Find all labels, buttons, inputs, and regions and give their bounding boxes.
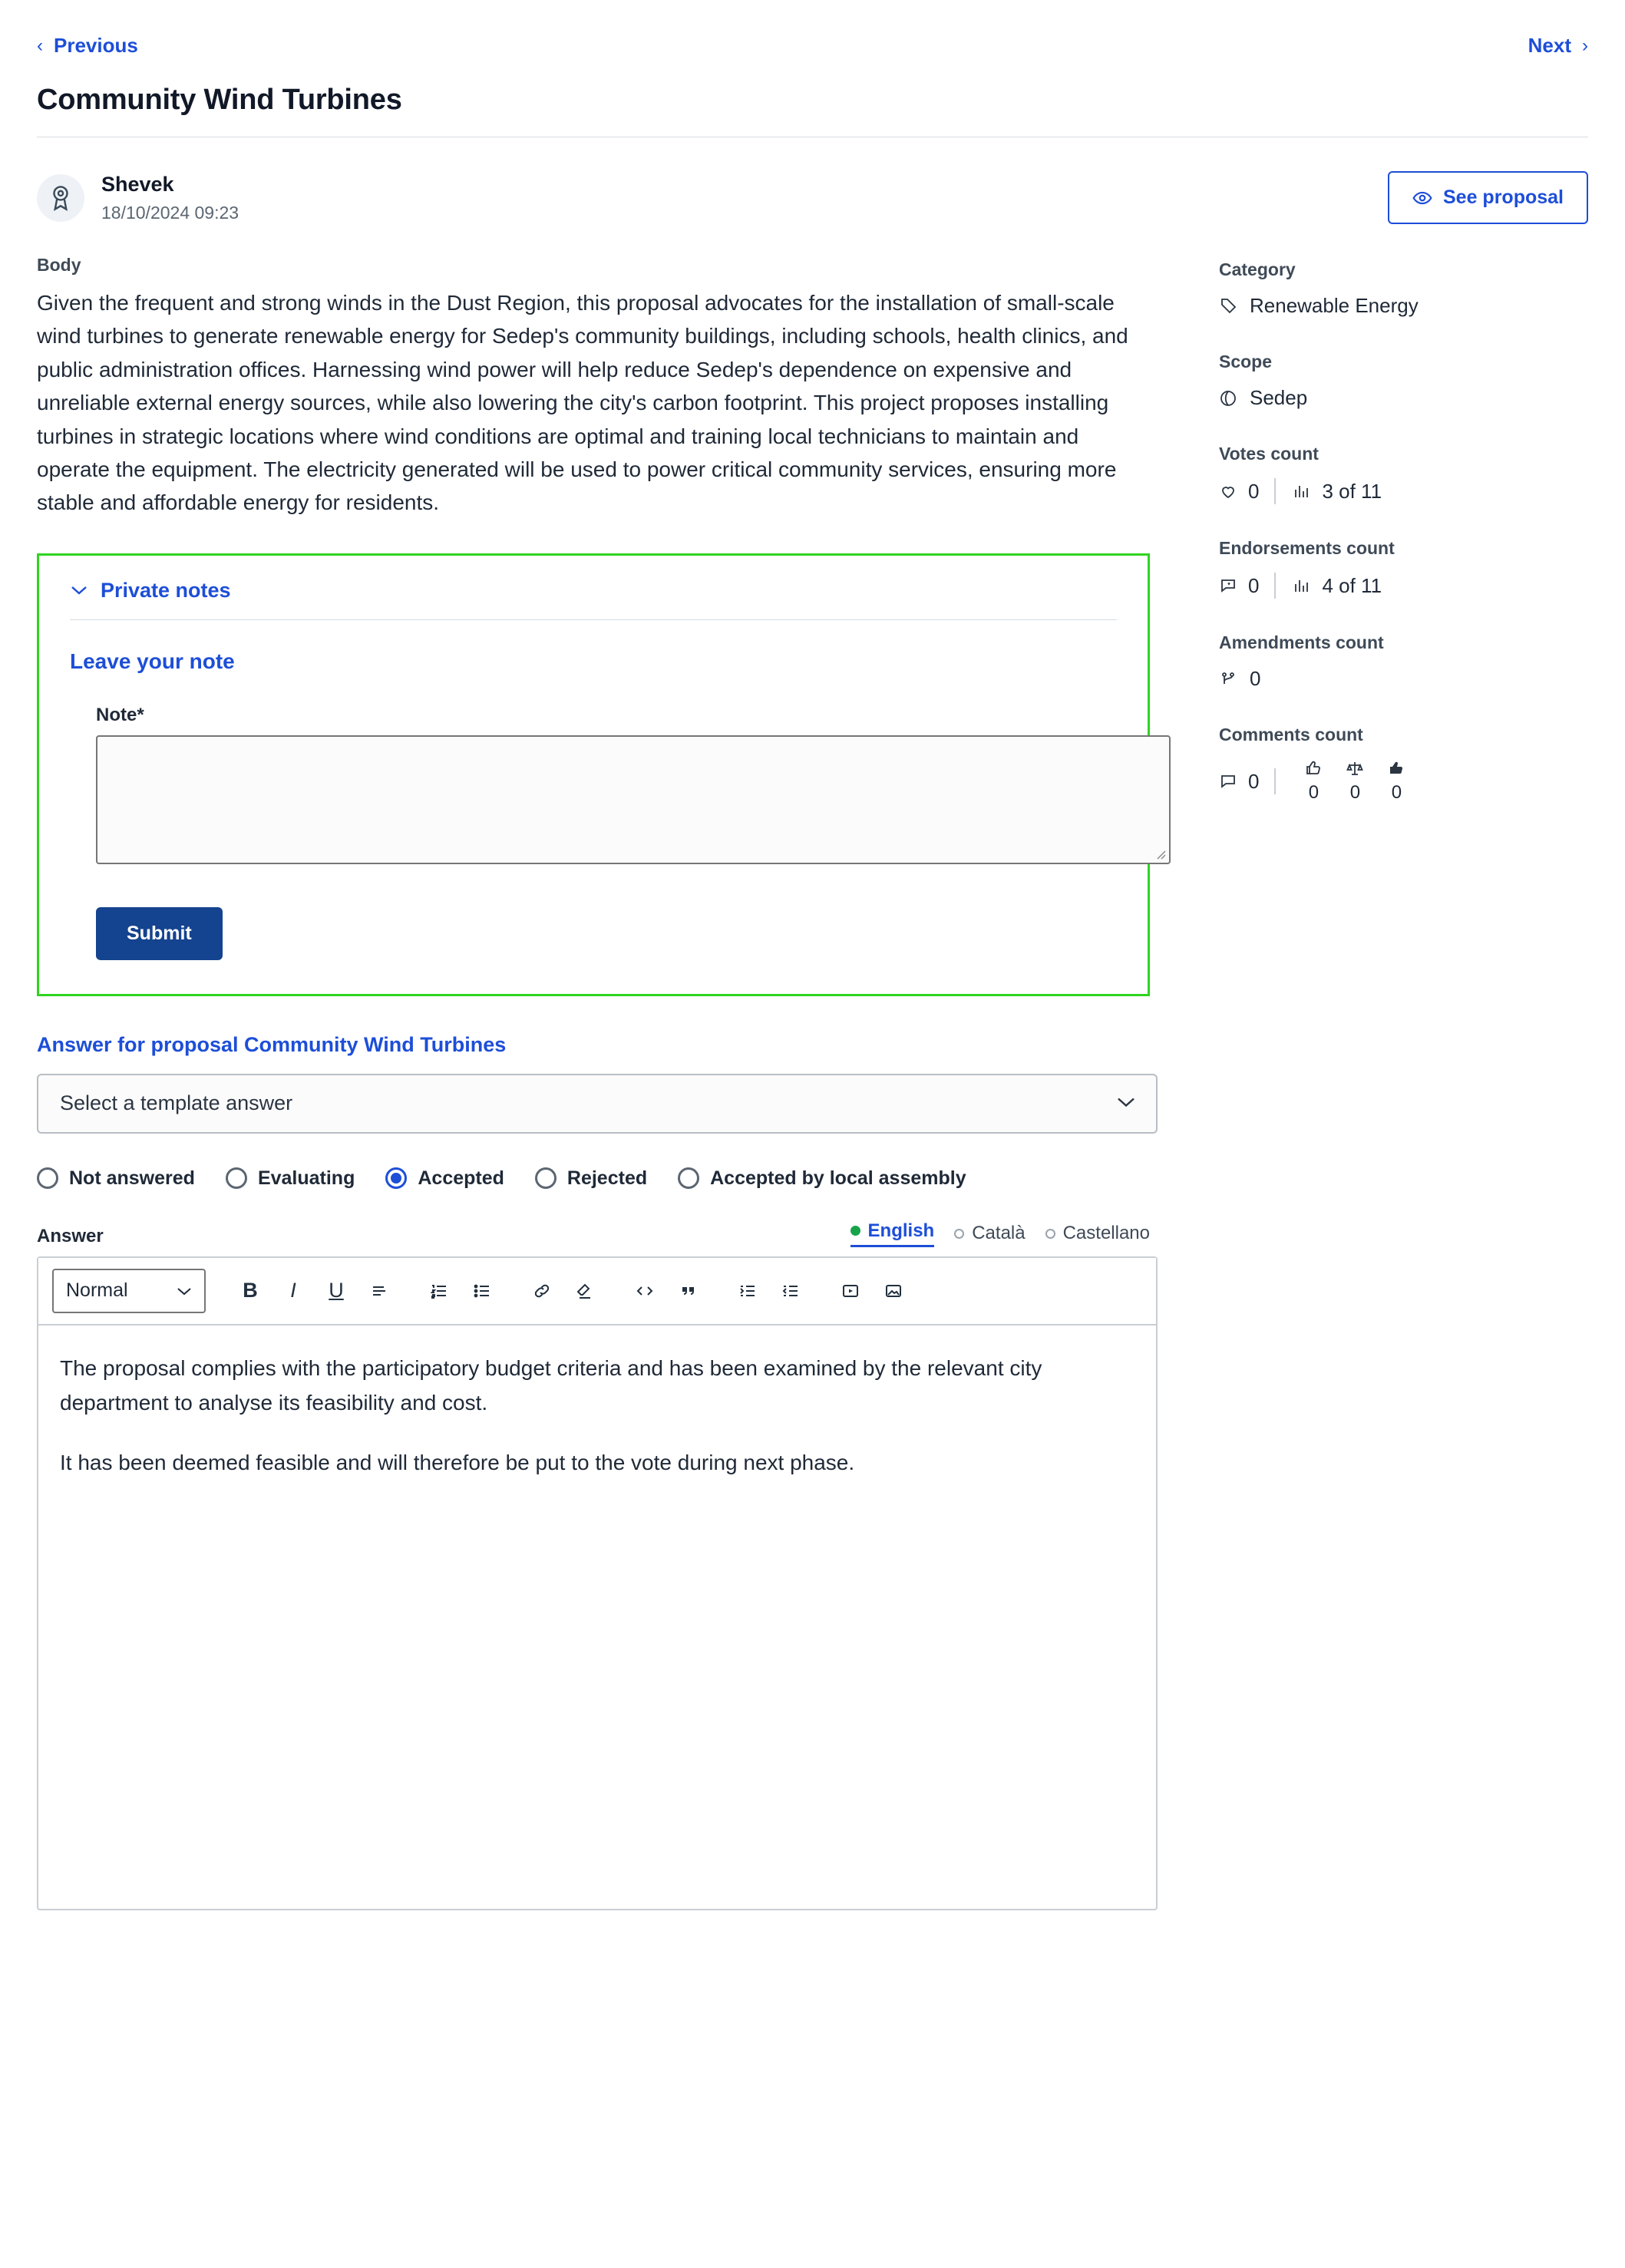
note-input[interactable] [96,735,1171,864]
leave-note-title: Leave your note [70,649,235,673]
status-label: Evaluating [257,1167,355,1189]
answer-status-radios [37,1167,1150,1190]
votes-count: 0 [1248,479,1260,503]
blockquote-icon[interactable] [666,1271,709,1311]
votes-ranking-part [1293,480,1397,503]
ranking-icon [1293,482,1311,500]
underline-icon[interactable]: U [329,1279,344,1302]
comments-favor-count: 0 [1308,782,1319,803]
comments-against-count: 0 [1391,782,1402,803]
endorsements-block [1219,538,1580,599]
author-date: 18/10/2024 09:23 [101,202,239,223]
strikethrough-icon[interactable] [358,1271,401,1311]
editor-paragraph-1: The proposal complies with the participatory budget criteria and has been examined by the relevant city department to analyse its feasibility and cost. [60,1355,1042,1415]
next-label: Next [1528,34,1571,57]
ordered-list-icon[interactable] [418,1271,461,1311]
video-icon[interactable] [829,1271,872,1311]
language-tabs [850,1220,1150,1247]
status-dot-icon [850,1226,860,1236]
comments-against [1376,759,1417,804]
answer-label-row [37,1220,1150,1247]
lang-tab-english[interactable] [850,1220,935,1247]
chevron-left-icon: ‹ [37,35,43,56]
previous-label: Previous [54,34,138,57]
comments-count: 0 [1248,769,1260,793]
paragraph-style-select[interactable] [52,1269,206,1313]
answer-field-label: Answer [37,1225,104,1246]
endorsement-icon [1219,576,1237,595]
private-notes-divider [70,619,1117,620]
author-info [37,173,239,223]
radio-icon[interactable] [678,1167,699,1189]
comments-neutral [1334,759,1376,804]
branch-icon [1219,670,1237,688]
image-icon[interactable] [872,1271,915,1311]
see-proposal-button[interactable] [1388,171,1588,224]
status-dot-icon [1045,1229,1055,1239]
note-field-label: Note* [96,704,144,725]
chevron-down-icon [177,1279,192,1302]
amendments-value-row [1219,667,1580,691]
category-block [1219,259,1580,318]
category-value-row [1219,294,1580,318]
chevron-right-icon: › [1582,35,1588,56]
status-dot-icon [954,1229,964,1239]
metric-divider [1274,768,1276,794]
endorsements-title: Endorsements count [1219,538,1395,558]
lang-label: Castellano [1062,1223,1150,1244]
votes-title: Votes count [1219,444,1319,464]
private-notes-title: Private notes [101,578,231,602]
pagination-nav [37,0,1588,64]
page-title: Community Wind Turbines [37,84,402,116]
thumbs-up-outline-icon [1304,759,1323,777]
status-label: Accepted [418,1167,504,1189]
status-option-accepted[interactable] [385,1167,504,1190]
comments-block [1219,725,1580,804]
template-answer-select-wrap [37,1074,1158,1134]
italic-icon[interactable]: I [290,1279,296,1302]
paragraph-style-value: Normal [66,1279,128,1302]
globe-icon [1219,389,1237,408]
status-option-not-answered[interactable] [37,1167,195,1190]
comments-title: Comments count [1219,725,1363,744]
submit-note-button[interactable]: Submit [96,907,223,960]
private-notes-toggle[interactable] [70,579,1117,619]
unordered-list-icon[interactable] [461,1271,504,1311]
comments-count-part [1219,770,1274,794]
link-icon[interactable] [520,1271,563,1311]
main-column [37,255,1219,1910]
status-label: Rejected [566,1167,648,1189]
answer-section-heading: Answer for proposal Community Wind Turbines [37,1032,507,1056]
status-label: Accepted by local assembly [710,1167,966,1189]
sidebar-metadata [1219,255,1580,837]
radio-icon[interactable] [535,1167,557,1189]
scope-title: Scope [1219,352,1273,371]
metric-divider [1274,478,1276,504]
template-answer-select[interactable]: Select a template answer [37,1074,1158,1134]
status-option-accepted-local-assembly[interactable] [678,1167,966,1190]
status-option-evaluating[interactable] [226,1167,355,1190]
scales-icon [1346,759,1364,777]
tag-icon [1219,297,1237,315]
indent-icon[interactable] [726,1271,769,1311]
votes-metrics [1219,478,1580,504]
rich-text-editor [37,1256,1158,1910]
editor-toolbar [38,1258,1156,1325]
scope-block [1219,352,1580,410]
thumbs-up-filled-icon [1387,759,1405,777]
see-proposal-label: See proposal [1443,187,1564,208]
comment-icon [1219,772,1237,791]
bold-icon[interactable]: B [243,1279,258,1302]
endorsements-ranking: 4 of 11 [1322,573,1382,597]
next-link[interactable] [1528,34,1588,58]
lang-tab-castellano[interactable] [1045,1223,1150,1244]
chevron-down-icon [70,584,88,596]
status-option-rejected[interactable] [535,1167,647,1190]
votes-block [1219,444,1580,504]
amendments-count: 0 [1250,667,1261,690]
proposal-body-text: Given the frequent and strong winds in the Dust Region, this proposal advocates for the installation of small-scale wind turbines to generate renewable energy for Sedep's community buildings, including schools, health clinics, and public administration offices. Harnessing wind power will help reduce Sedep's dependence on expensive and unreliable external energy sources, while also lowering the city's carbon footprint. This project proposes installing turbines in strategic locations where wind conditions are optimal and training local technicians to maintain and operate the equipment. The electricity generated will be used to power critical community services, ensuring more stable and affordable energy for residents. [37,291,1128,515]
body-label: Body [37,255,81,275]
votes-ranking: 3 of 11 [1322,479,1382,503]
radio-icon[interactable] [226,1167,247,1189]
outdent-icon[interactable] [769,1271,812,1311]
code-icon[interactable] [623,1271,666,1311]
private-notes-section [37,553,1150,996]
previous-link[interactable] [37,34,138,58]
lang-tab-catala[interactable] [954,1223,1025,1244]
category-value: Renewable Energy [1250,294,1419,317]
scope-value: Sedep [1250,386,1308,409]
ranking-icon [1293,576,1311,595]
endorsements-count-part [1219,574,1274,598]
content-columns [37,255,1588,1910]
erase-styles-icon[interactable] [563,1271,606,1311]
resize-handle-icon[interactable] [1154,847,1166,860]
comments-metrics [1219,759,1580,804]
author-row [37,137,1588,255]
lang-label: Català [972,1223,1026,1244]
comment-opinion-metrics [1293,759,1417,804]
lang-label: English [867,1220,935,1241]
radio-icon[interactable] [37,1167,58,1189]
vote-icon [1219,482,1237,500]
comments-in-favor [1293,759,1334,804]
endorsements-metrics [1219,573,1580,599]
radio-icon[interactable] [385,1167,407,1189]
amendments-block [1219,632,1580,691]
editor-content[interactable] [38,1325,1156,1909]
status-label: Not answered [69,1167,195,1189]
endorsements-count: 0 [1248,573,1260,597]
editor-paragraph-2: It has been deemed feasible and will therefore be put to the vote during next phase. [60,1451,855,1475]
avatar [37,174,84,222]
metric-divider [1274,573,1276,599]
category-title: Category [1219,259,1296,279]
scope-value-row [1219,386,1580,410]
comments-neutral-count: 0 [1349,782,1361,803]
endorsements-ranking-part [1293,574,1397,598]
votes-count-part [1219,480,1274,503]
author-name: Shevek [101,172,174,196]
eye-icon [1412,188,1432,208]
amendments-title: Amendments count [1219,632,1384,652]
